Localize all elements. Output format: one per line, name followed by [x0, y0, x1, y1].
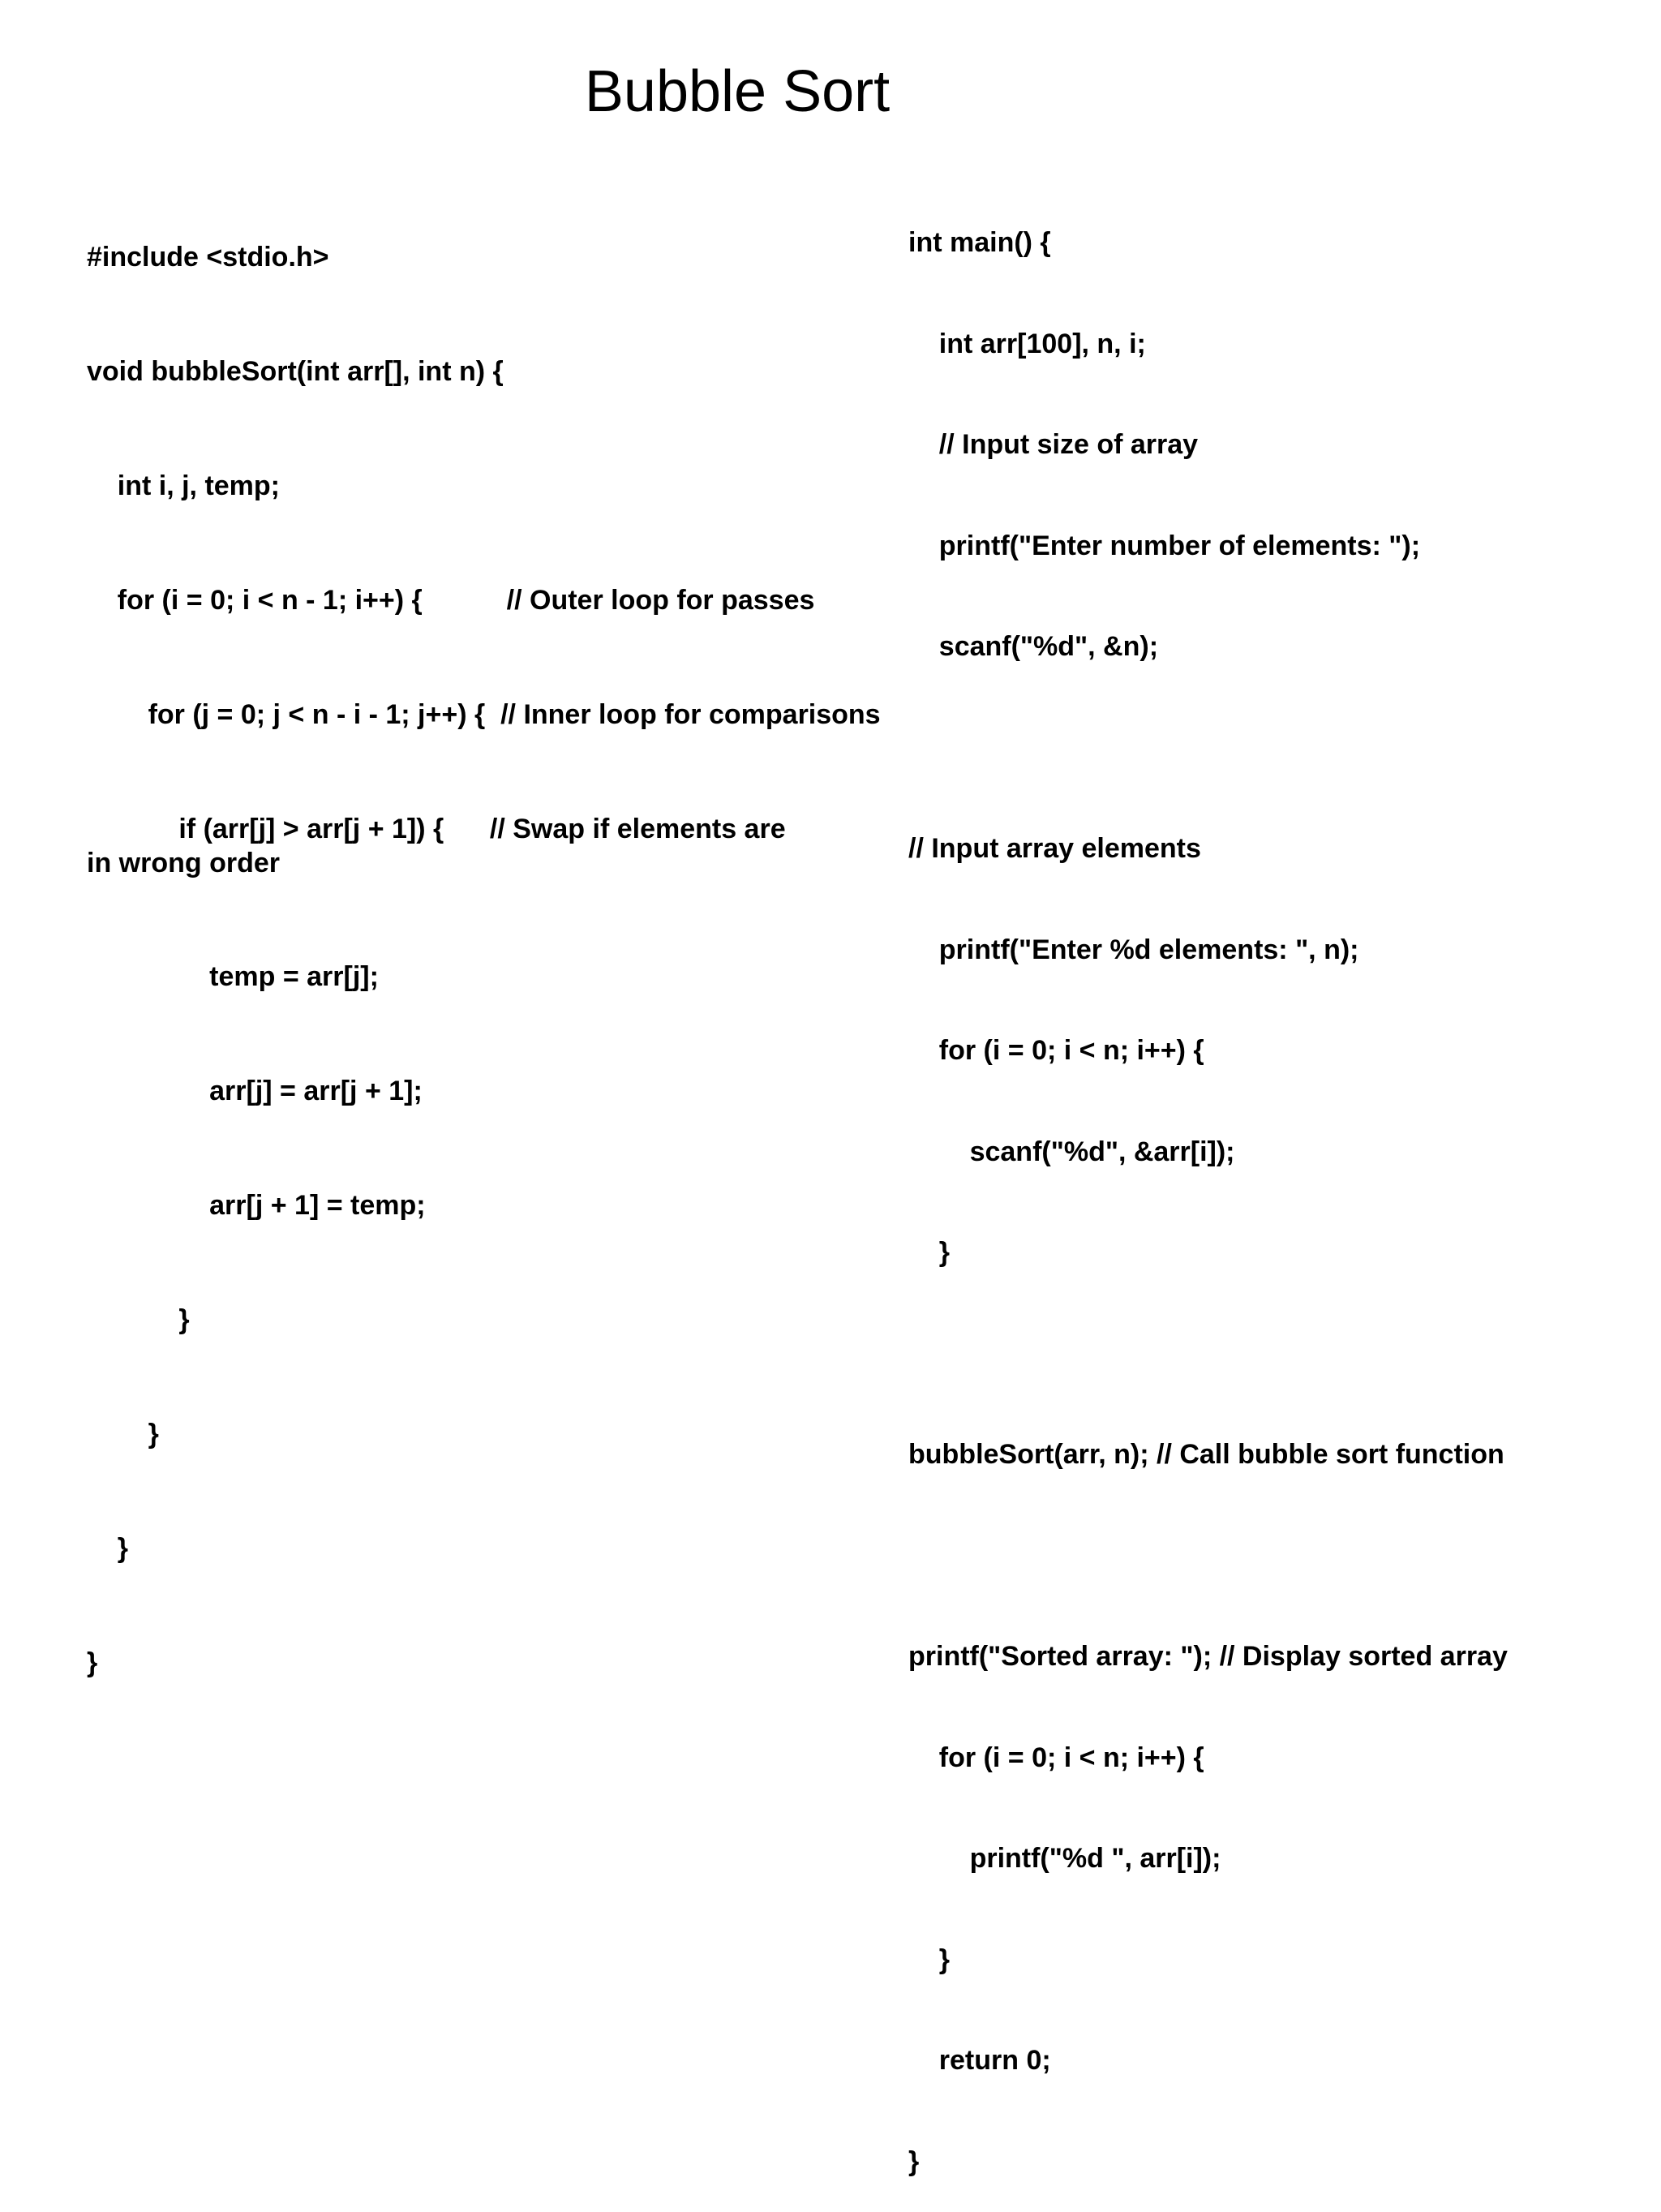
code-line [908, 729, 1638, 767]
code-line: printf("Sorted array: "); // Display sorted array [908, 1641, 1508, 1672]
code-line: printf("%d ", arr[i]); [908, 1843, 1221, 1874]
code-line: } [87, 1533, 129, 1564]
code-line: } [908, 1237, 951, 1268]
code-line: printf("Enter number of elements: "); [908, 530, 1421, 561]
code-line: void bubbleSort(int arr[], int n) { [87, 356, 504, 387]
code-line [908, 1335, 1638, 1373]
code-line: // Input size of array [908, 429, 1199, 460]
slide-title: Bubble Sort [584, 59, 891, 124]
code-line: arr[j + 1] = temp; [87, 1190, 426, 1221]
code-line: for (i = 0; i < n; i++) { [908, 1742, 1204, 1773]
code-line: return 0; [908, 2045, 1051, 2076]
code-line: arr[j] = arr[j + 1]; [87, 1076, 423, 1106]
code-line: int arr[100], n, i; [908, 328, 1146, 359]
main-function-code [908, 161, 1638, 2212]
code-line: } [87, 1647, 98, 1678]
code-line: // Input array elements [908, 833, 1201, 864]
code-line: for (j = 0; j < n - i - 1; j++) { // Inner loop for comparisons [87, 699, 881, 730]
code-line: } [908, 2145, 920, 2177]
code-line: } [87, 1304, 190, 1335]
code-line: int i, j, temp; [87, 470, 280, 501]
code-line [908, 1537, 1638, 1575]
code-line: } [87, 1419, 159, 1450]
code-line: scanf("%d", &n); [908, 631, 1159, 662]
code-line: int main() { [908, 227, 1051, 258]
code-line: #include <stdio.h> [87, 242, 329, 273]
code-line: } [908, 1944, 951, 1975]
code-line: scanf("%d", &arr[i]); [908, 1136, 1235, 1167]
code-line: printf("Enter %d elements: ", n); [908, 934, 1359, 965]
code-line: for (i = 0; i < n; i++) { [908, 1035, 1204, 1066]
bubble-sort-function-code [87, 177, 898, 1729]
code-line: if (arr[j] > arr[j + 1]) { // Swap if elements are in wrong order [87, 814, 794, 878]
code-line: temp = arr[j]; [87, 961, 379, 992]
code-line: bubbleSort(arr, n); // Call bubble sort function [908, 1439, 1504, 1470]
code-line: for (i = 0; i < n - 1; i++) { // Outer loop for passes [87, 585, 815, 616]
